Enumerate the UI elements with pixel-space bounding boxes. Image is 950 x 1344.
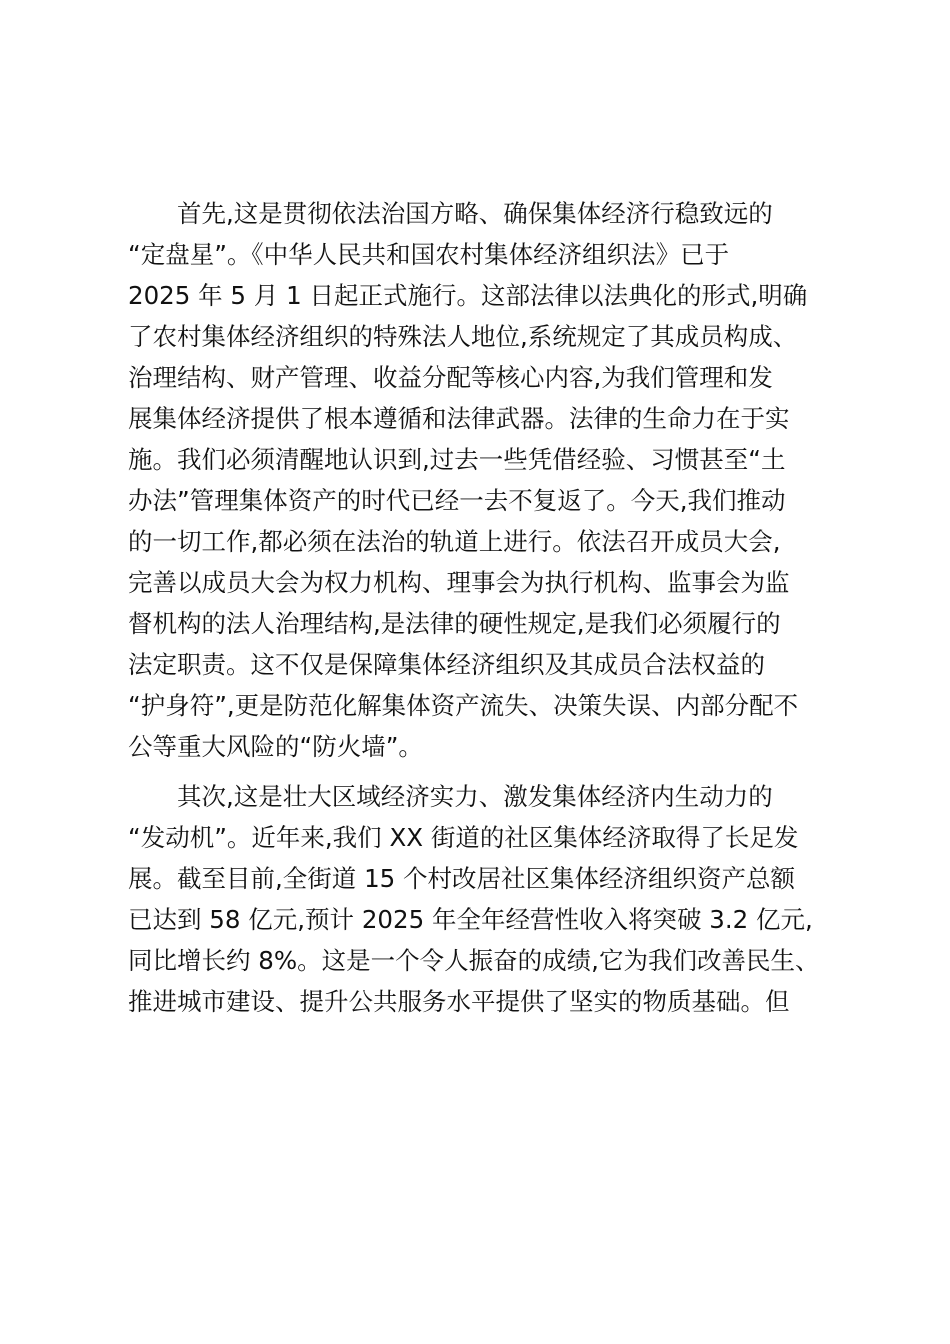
text-line: “发动机”。近年来,我们 XX 街道的社区集体经济取得了长足发	[128, 823, 799, 852]
text-line: 治理结构、财产管理、收益分配等核心内容,为我们管理和发	[128, 363, 773, 392]
text-line: 办法”管理集体资产的时代已经一去不复返了。今天,我们推动	[128, 486, 786, 515]
paragraph-2	[128, 776, 828, 1022]
text-line: 同比增长约 8%。这是一个令人振奋的成绩,它为我们改善民生、	[128, 946, 820, 975]
text-line: 公等重大风险的“防火墙”。	[128, 732, 423, 761]
text-line: “护身符”,更是防范化解集体资产流失、决策失误、内部分配不	[128, 691, 799, 720]
text-line: 的一切工作,都必须在法治的轨道上进行。依法召开成员大会,	[128, 527, 781, 556]
text-line: 了农村集体经济组织的特殊法人地位,系统规定了其成员构成、	[128, 322, 798, 351]
text-line: 施。我们必须清醒地认识到,过去一些凭借经验、习惯甚至“土	[128, 445, 786, 474]
document-body	[128, 193, 828, 1022]
text-line: 督机构的法人治理结构,是法律的硬性规定,是我们必须履行的	[128, 609, 781, 638]
text-line: 首先,这是贯彻依法治国方略、确保集体经济行稳致远的	[177, 199, 773, 228]
text-line: 完善以成员大会为权力机构、理事会为执行机构、监事会为监	[128, 568, 790, 597]
text-line: 已达到 58 亿元,预计 2025 年全年经营性收入将突破 3.2 亿元,	[128, 905, 813, 934]
paragraph-1	[128, 193, 828, 767]
text-line: “定盘星”。《中华人民共和国农村集体经济组织法》已于	[128, 240, 730, 269]
text-line: 推进城市建设、提升公共服务水平提供了坚实的物质基础。但	[128, 987, 790, 1016]
text-line: 展集体经济提供了根本遵循和法律武器。法律的生命力在于实	[128, 404, 790, 433]
text-line: 法定职责。这不仅是保障集体经济组织及其成员合法权益的	[128, 650, 765, 679]
text-line: 展。截至目前,全街道 15 个村改居社区集体经济组织资产总额	[128, 864, 796, 893]
text-line: 2025 年 5 月 1 日起正式施行。这部法律以法典化的形式,明确	[128, 281, 808, 310]
text-line: 其次,这是壮大区域经济实力、激发集体经济内生动力的	[177, 782, 773, 811]
